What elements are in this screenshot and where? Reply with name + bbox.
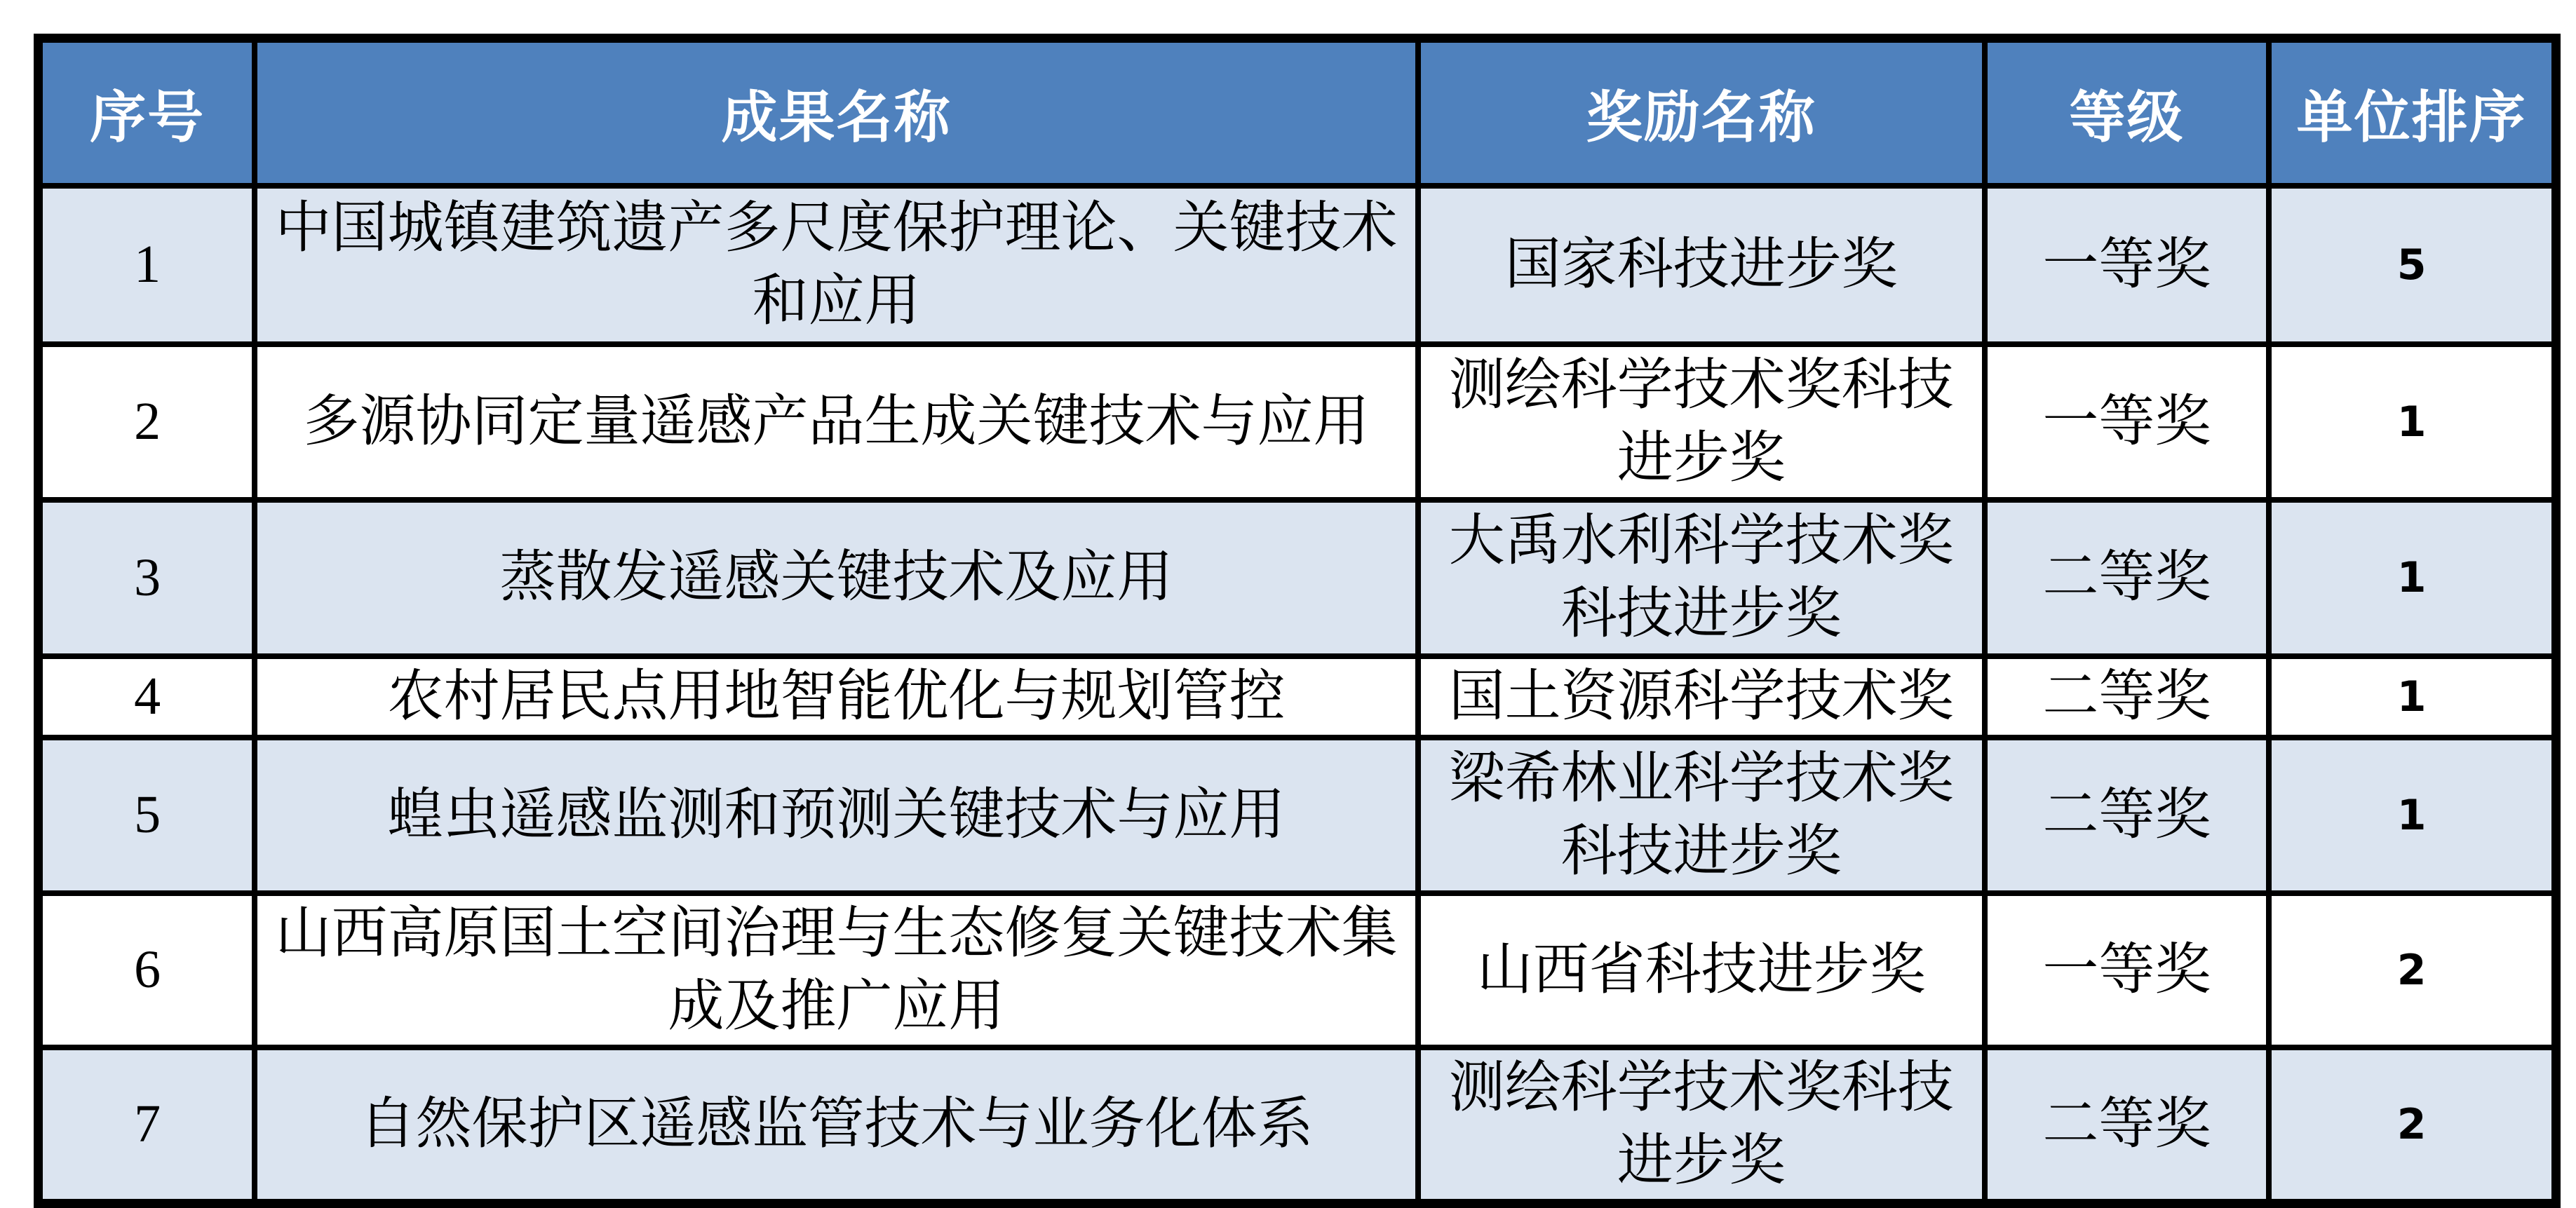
cell-index: 4: [39, 656, 255, 738]
cell-grade: 一等奖: [1985, 344, 2270, 500]
cell-award: 梁希林业科学技术奖科技进步奖: [1418, 738, 1985, 893]
awards-table: [34, 34, 2561, 1208]
cell-index: 7: [39, 1047, 255, 1204]
col-header-rank: 单位排序: [2269, 39, 2556, 186]
cell-rank: 1: [2269, 738, 2556, 893]
cell-rank: 1: [2269, 656, 2556, 738]
cell-index: 6: [39, 893, 255, 1047]
cell-award: 国家科技进步奖: [1418, 186, 1985, 344]
cell-name: 中国城镇建筑遗产多尺度保护理论、关键技术和应用: [255, 186, 1418, 344]
cell-rank: 2: [2269, 893, 2556, 1047]
table-row: [39, 500, 2556, 656]
cell-rank: 1: [2269, 500, 2556, 656]
table-row: [39, 344, 2556, 500]
table-row: [39, 893, 2556, 1047]
cell-grade: 一等奖: [1985, 893, 2270, 1047]
cell-award: 测绘科学技术奖科技进步奖: [1418, 1047, 1985, 1204]
cell-rank: 1: [2269, 344, 2556, 500]
cell-rank: 2: [2269, 1047, 2556, 1204]
table-body: [39, 186, 2556, 1204]
col-header-index: 序号: [39, 39, 255, 186]
cell-award: 国土资源科学技术奖: [1418, 656, 1985, 738]
cell-grade: 一等奖: [1985, 186, 2270, 344]
cell-name: 蝗虫遥感监测和预测关键技术与应用: [255, 738, 1418, 893]
cell-name: 农村居民点用地智能优化与规划管控: [255, 656, 1418, 738]
col-header-grade: 等级: [1985, 39, 2270, 186]
table-row: [39, 738, 2556, 893]
cell-name: 多源协同定量遥感产品生成关键技术与应用: [255, 344, 1418, 500]
cell-name: 自然保护区遥感监管技术与业务化体系: [255, 1047, 1418, 1204]
col-header-award: 奖励名称: [1418, 39, 1985, 186]
cell-award: 测绘科学技术奖科技进步奖: [1418, 344, 1985, 500]
cell-grade: 二等奖: [1985, 738, 2270, 893]
table-row: [39, 656, 2556, 738]
cell-grade: 二等奖: [1985, 656, 2270, 738]
cell-award: 山西省科技进步奖: [1418, 893, 1985, 1047]
cell-name: 蒸散发遥感关键技术及应用: [255, 500, 1418, 656]
cell-grade: 二等奖: [1985, 500, 2270, 656]
cell-award: 大禹水利科学技术奖科技进步奖: [1418, 500, 1985, 656]
header-row: [39, 39, 2556, 186]
cell-index: 2: [39, 344, 255, 500]
cell-index: 3: [39, 500, 255, 656]
cell-name: 山西高原国土空间治理与生态修复关键技术集成及推广应用: [255, 893, 1418, 1047]
table-row: [39, 186, 2556, 344]
cell-index: 5: [39, 738, 255, 893]
table-row: [39, 1047, 2556, 1204]
cell-grade: 二等奖: [1985, 1047, 2270, 1204]
cell-rank: 5: [2269, 186, 2556, 344]
cell-index: 1: [39, 186, 255, 344]
col-header-name: 成果名称: [255, 39, 1418, 186]
